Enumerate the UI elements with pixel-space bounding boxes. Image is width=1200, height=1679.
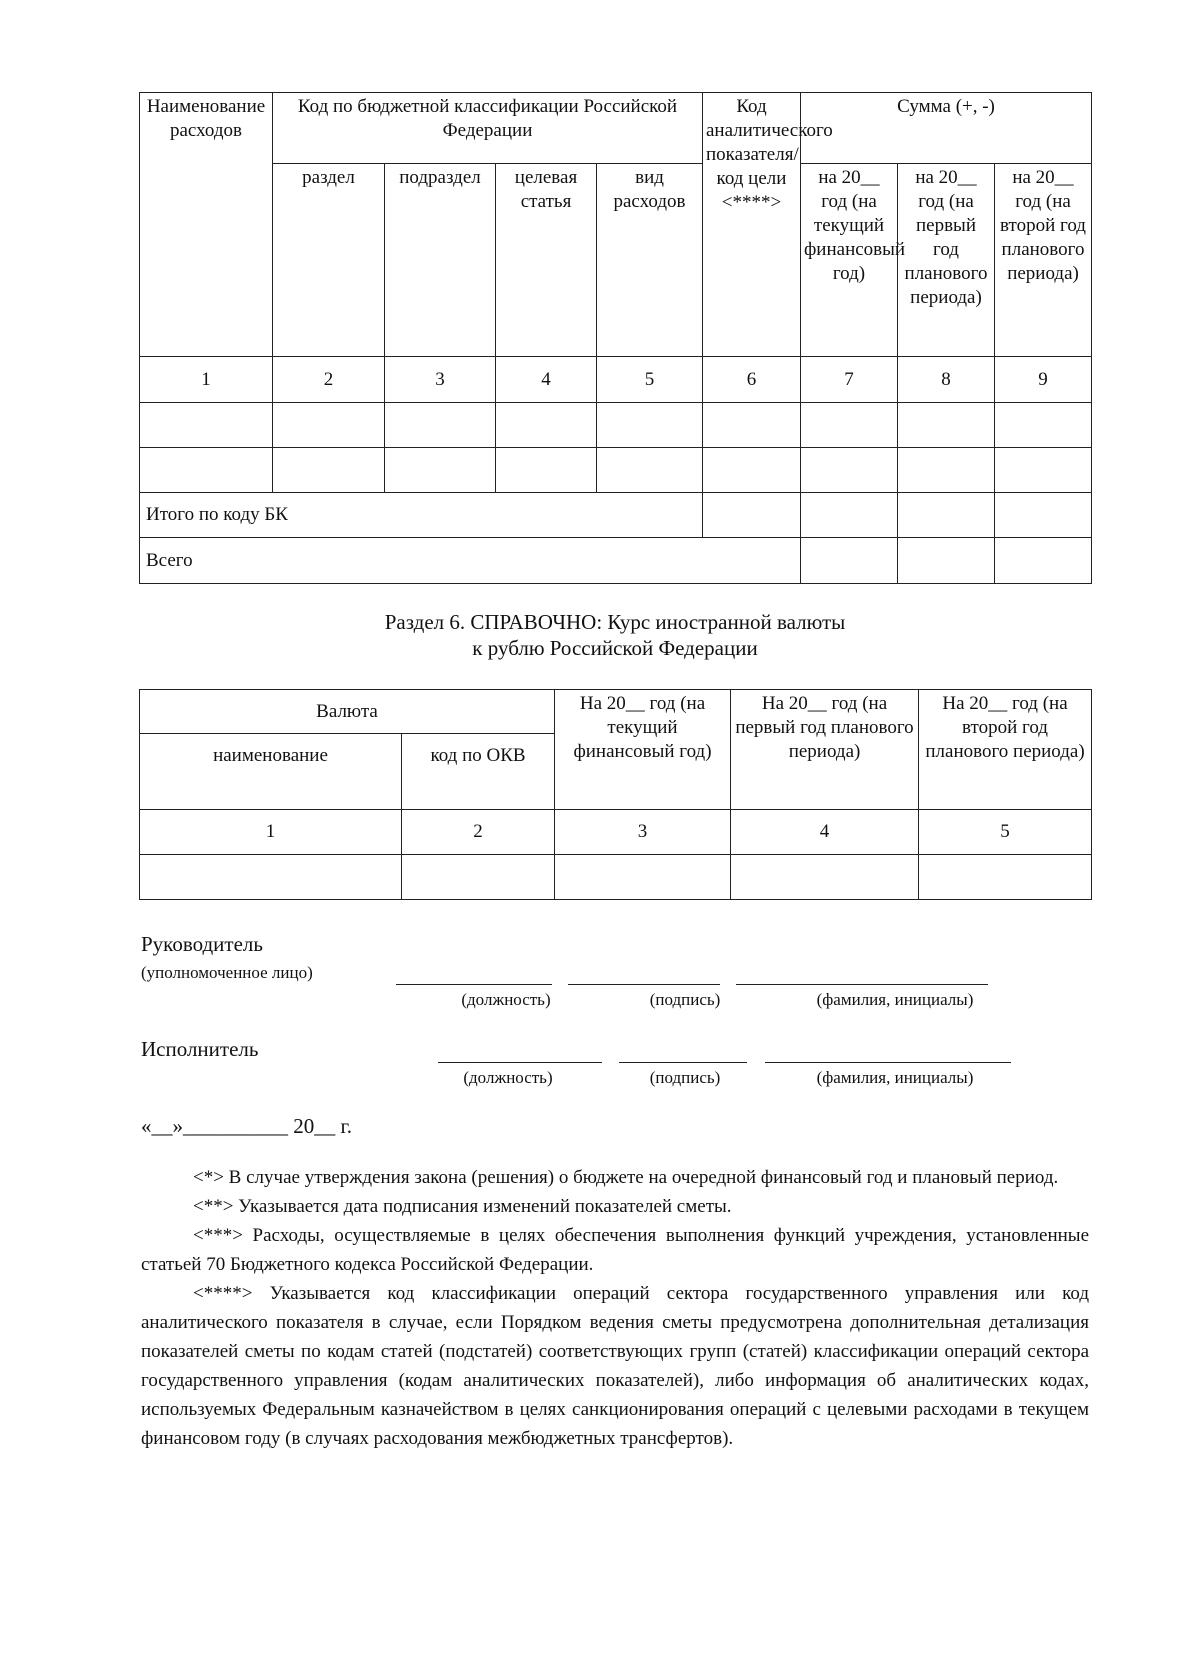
col-number: 1 bbox=[140, 810, 402, 855]
header-currency-name: наименование bbox=[140, 734, 402, 810]
col-number: 5 bbox=[919, 810, 1092, 855]
table-row bbox=[140, 855, 1092, 900]
table-row bbox=[140, 448, 1092, 493]
header-currency: Валюта bbox=[140, 690, 555, 734]
col-number: 3 bbox=[385, 357, 496, 403]
header-razdel: раздел bbox=[273, 164, 385, 357]
footnotes bbox=[141, 1163, 1089, 1453]
vsego-label: Всего bbox=[140, 538, 801, 584]
section6-title-line1: Раздел 6. СПРАВОЧНО: Курс иностранной валюты bbox=[384, 610, 846, 634]
header-expense-name: Наименование расходов bbox=[140, 93, 273, 357]
header-celevaya-statya: целевая статья bbox=[496, 164, 597, 357]
col-number: 2 bbox=[273, 357, 385, 403]
date-line: «__»__________ 20__ г. bbox=[141, 1114, 352, 1138]
col-number: 1 bbox=[140, 357, 273, 403]
head-label: Руководитель bbox=[141, 932, 263, 956]
header-rate-first-plan: На 20__ год (на первый год планового периода) bbox=[731, 690, 919, 810]
itogo-row bbox=[140, 493, 1092, 538]
head-signature-line bbox=[568, 984, 720, 985]
footnote: <****> Указывается код классификации операций сектора государственного управления или код аналитического показателя в случае, если Порядком ведения сметы предусмотрена дополнительная детализация показателей сметы по кодам статей (подстатей) соответствующих групп (статей) классификации операций сектора государственного управления (кодам аналитических показателей), либо информация об аналитических кодах, используемых Федеральным казначейством в целях санкционирования операций с целевыми расходами в текущем финансовом году (в случаях расходования межбюджетных трансфертов). bbox=[141, 1283, 1089, 1449]
header-budget-code: Код по бюджетной классификации Российской Федерации bbox=[273, 93, 703, 164]
col-number: 5 bbox=[597, 357, 703, 403]
head-signature-caption: (подпись) bbox=[649, 990, 721, 1009]
executor-name-line bbox=[765, 1062, 1011, 1063]
col-number: 2 bbox=[402, 810, 555, 855]
header-okv-code: код по ОКВ bbox=[402, 734, 555, 810]
section6-title-line2: к рублю Российской Федерации bbox=[472, 636, 758, 660]
header-podrazdel: подраздел bbox=[385, 164, 496, 357]
col-number: 7 bbox=[801, 357, 898, 403]
executor-signature-caption: (подпись) bbox=[649, 1068, 721, 1087]
col-number: 9 bbox=[995, 357, 1092, 403]
currency-table bbox=[139, 689, 1092, 900]
head-sublabel: (уполномоченное лицо) bbox=[141, 963, 313, 982]
col-number: 3 bbox=[555, 810, 731, 855]
itogo-label: Итого по коду БК bbox=[140, 493, 703, 538]
head-position-line bbox=[396, 984, 552, 985]
head-name-caption: (фамилия, инициалы) bbox=[816, 990, 974, 1009]
head-position-caption: (должность) bbox=[461, 990, 551, 1009]
header-analytic-code: Код аналитического показателя/код цели <****> bbox=[703, 93, 801, 357]
header-year-second-plan: на 20__ год (на второй год планового периода) bbox=[995, 164, 1092, 357]
vsego-row bbox=[140, 538, 1092, 584]
col-number: 6 bbox=[703, 357, 801, 403]
head-name-line bbox=[736, 984, 988, 985]
header-rate-second-plan: На 20__ год (на второй год планового периода) bbox=[919, 690, 1092, 810]
col-number: 4 bbox=[496, 357, 597, 403]
header-rate-current: На 20__ год (на текущий финансовый год) bbox=[555, 690, 731, 810]
header-year-first-plan: на 20__ год (на первый год планового периода) bbox=[898, 164, 995, 357]
section6-title bbox=[139, 609, 1091, 661]
executor-label: Исполнитель bbox=[141, 1037, 259, 1061]
footnote: <**> Указывается дата подписания изменений показателей сметы. bbox=[193, 1196, 732, 1217]
expenses-table bbox=[139, 92, 1092, 584]
footnote: <*> В случае утверждения закона (решения) о бюджете на очередной финансовый год и плановый период. bbox=[193, 1167, 1059, 1188]
executor-name-caption: (фамилия, инициалы) bbox=[816, 1068, 974, 1087]
table-row bbox=[140, 403, 1092, 448]
col-number: 8 bbox=[898, 357, 995, 403]
executor-position-line bbox=[438, 1062, 602, 1063]
executor-signature-line bbox=[619, 1062, 747, 1063]
executor-position-caption: (должность) bbox=[463, 1068, 553, 1087]
header-vid-rashodov: вид расходов bbox=[597, 164, 703, 357]
header-year-current: на 20__ год (на текущий финансовый год) bbox=[801, 164, 898, 357]
col-number: 4 bbox=[731, 810, 919, 855]
footnote: <***> Расходы, осуществляемые в целях обеспечения выполнения функций учреждения, установленные статьей 70 Бюджетного кодекса Российской Федерации. bbox=[141, 1225, 1089, 1275]
header-sum: Сумма (+, -) bbox=[801, 93, 1092, 164]
